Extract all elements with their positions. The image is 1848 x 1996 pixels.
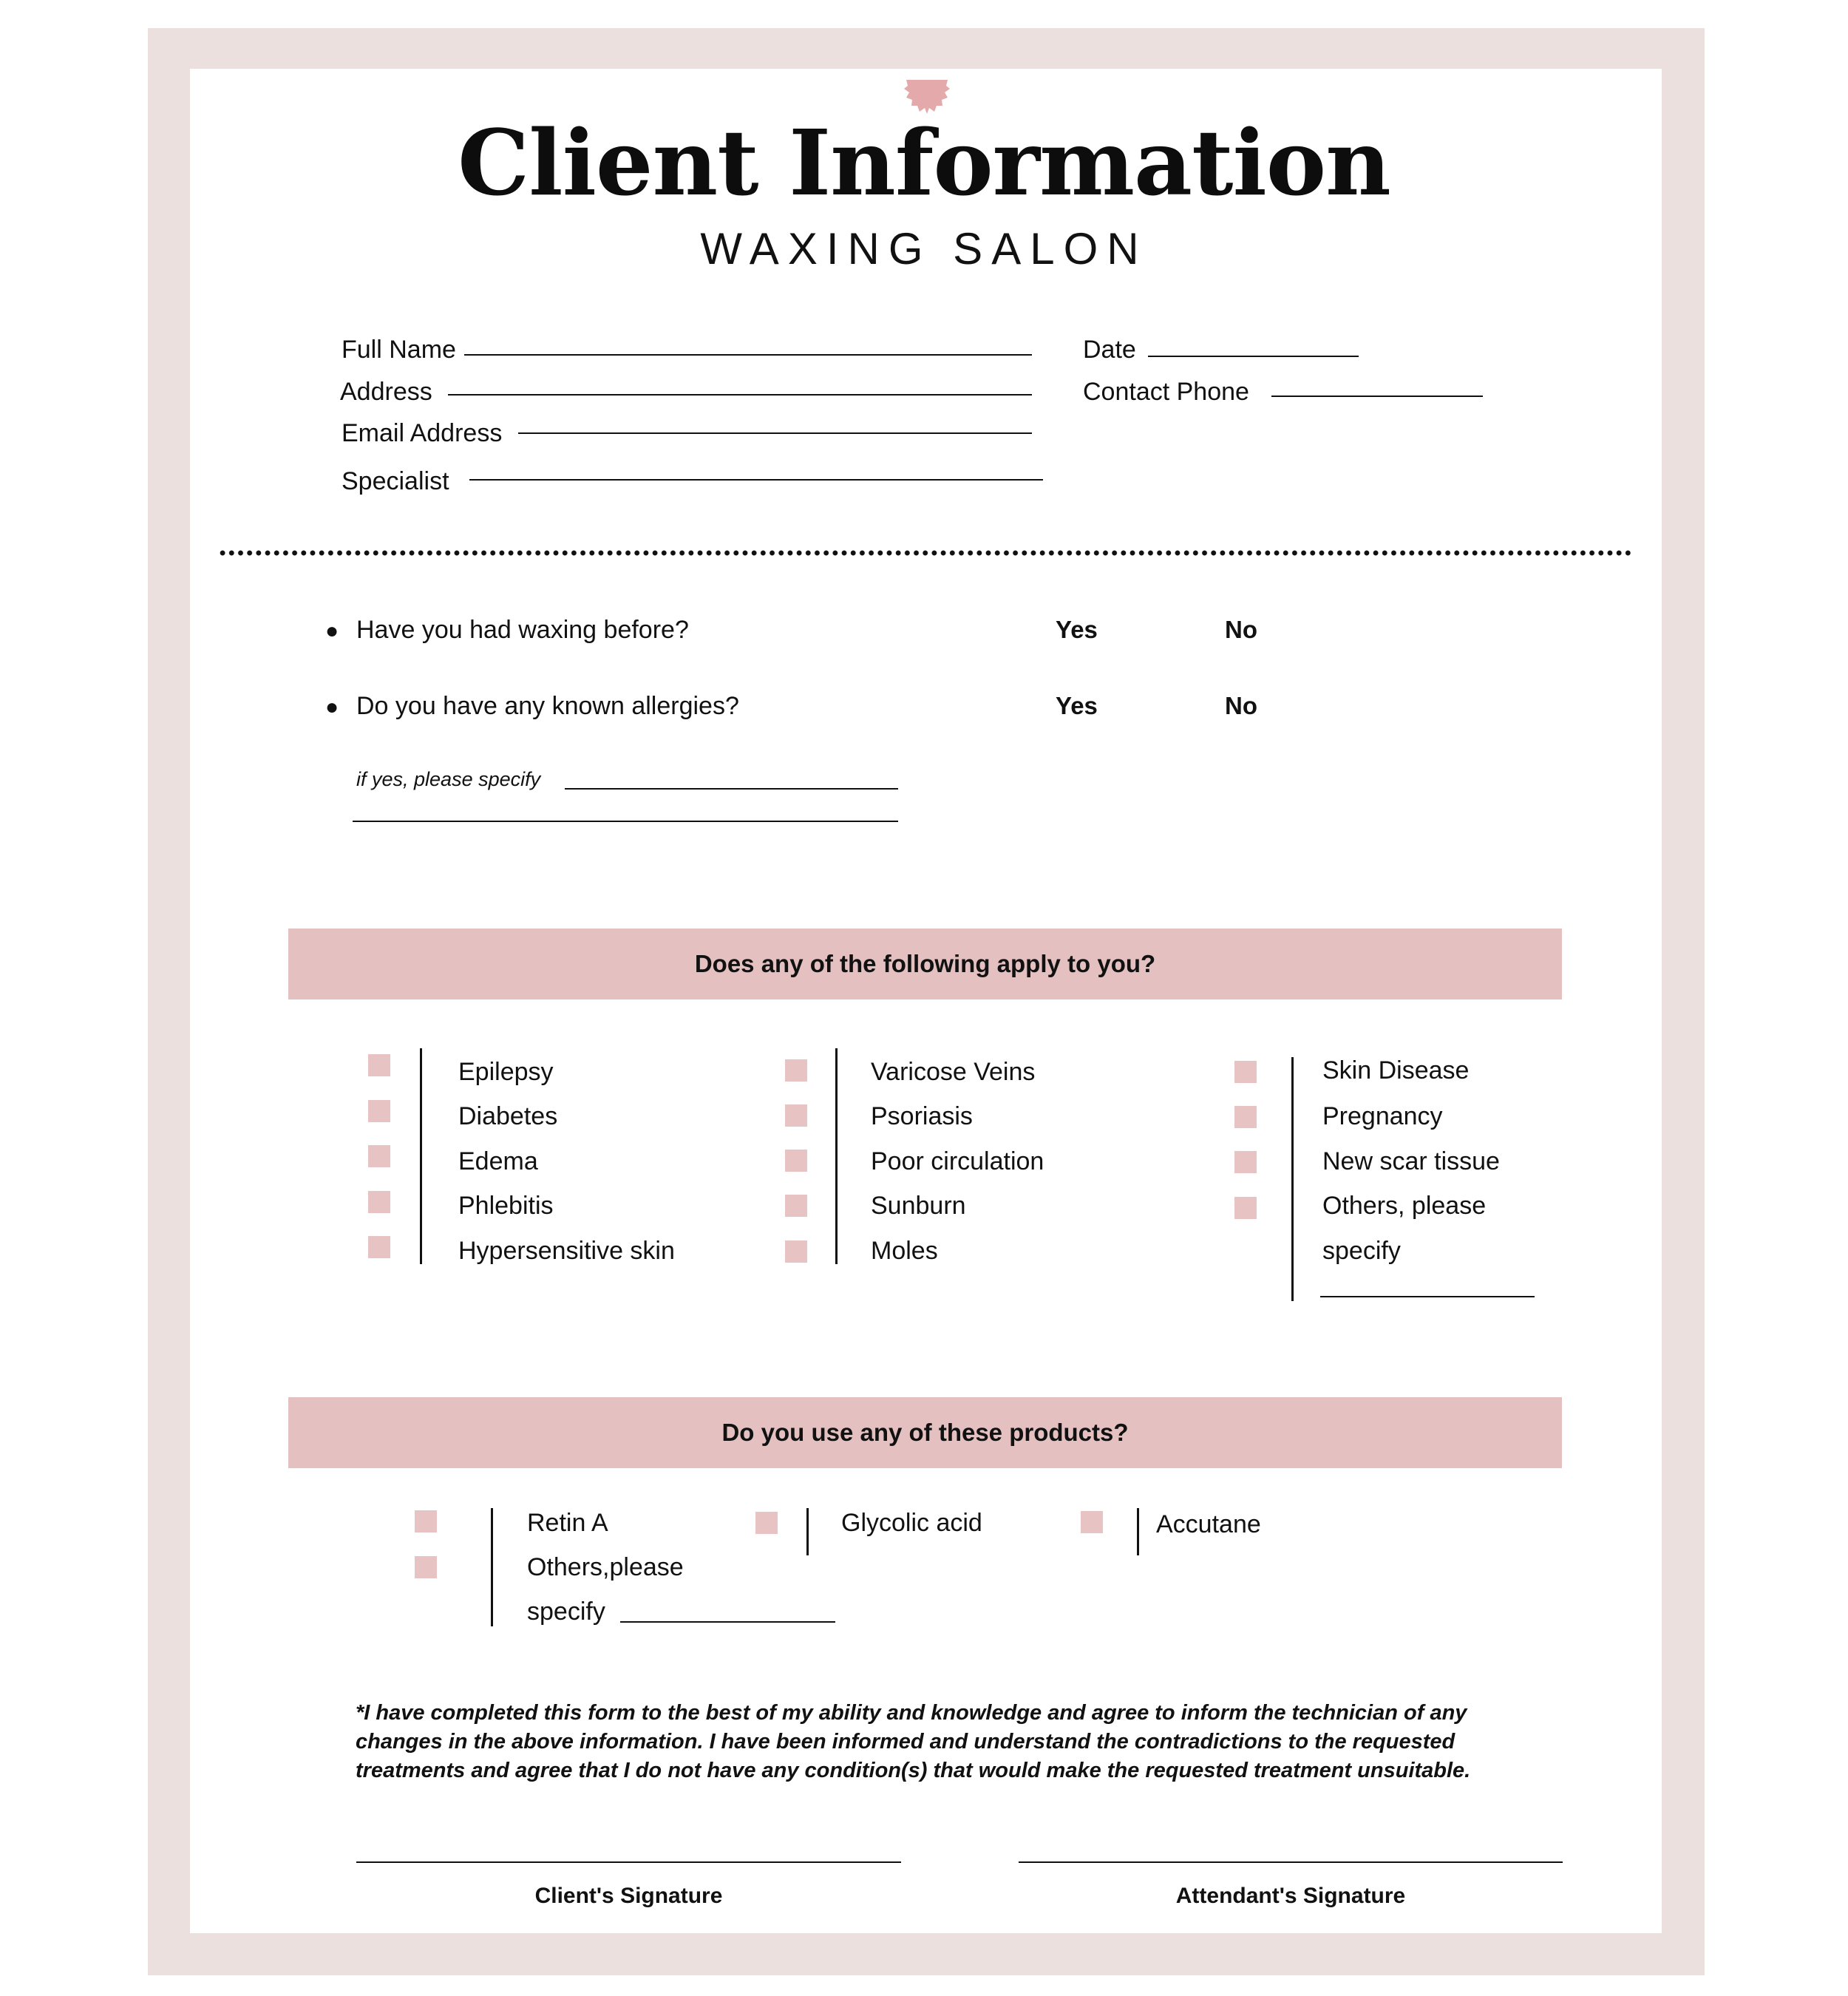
product-label: Accutane: [1156, 1510, 1261, 1538]
column-divider: [491, 1508, 493, 1626]
checkbox-psoriasis[interactable]: [785, 1104, 807, 1127]
others-specify-line[interactable]: [1320, 1296, 1535, 1297]
checkbox-epilepsy[interactable]: [368, 1054, 390, 1076]
checkbox-accutane[interactable]: [1081, 1511, 1103, 1533]
condition-label: Pregnancy: [1322, 1102, 1443, 1130]
condition-label: Skin Disease: [1322, 1056, 1470, 1084]
date-input-line[interactable]: [1148, 356, 1359, 357]
checkbox-diabetes[interactable]: [368, 1100, 390, 1122]
product-label: Others,please: [527, 1553, 684, 1581]
allergies-no-option[interactable]: No: [1225, 692, 1257, 719]
product-label: Retin A: [527, 1509, 608, 1537]
product-label: Glycolic acid: [841, 1509, 982, 1537]
checkbox-phlebitis[interactable]: [368, 1191, 390, 1213]
contact-phone-input-line[interactable]: [1271, 396, 1483, 397]
checkbox-pregnancy[interactable]: [1234, 1106, 1257, 1128]
checkbox-hypersensitive-skin[interactable]: [368, 1236, 390, 1258]
product-label: specify: [527, 1598, 605, 1626]
product-specify-line[interactable]: [620, 1621, 835, 1623]
specialist-input-line[interactable]: [469, 479, 1043, 481]
checkbox-sunburn[interactable]: [785, 1195, 807, 1217]
checkbox-retin-a[interactable]: [415, 1510, 437, 1532]
checkbox-edema[interactable]: [368, 1145, 390, 1167]
disclaimer-text: *I have completed this form to the best of my ability and knowledge and agree to inform the technician of any changes in the above information. I have been informed and understand the contradictions to the requested treatments and agree that I do not have any condition(s) that would make the requested treatment unsuitable.: [356, 1701, 1471, 1782]
condition-label: Moles: [871, 1237, 938, 1265]
checkbox-moles[interactable]: [785, 1240, 807, 1263]
question-bullet: ●: [325, 619, 339, 643]
email-input-line[interactable]: [518, 432, 1032, 434]
condition-label: Psoriasis: [871, 1102, 973, 1130]
checkbox-poor-circulation[interactable]: [785, 1150, 807, 1172]
email-label: Email Address: [342, 419, 503, 447]
page-subtitle: WAXING SALON: [700, 224, 1148, 274]
client-signature-line[interactable]: [356, 1861, 901, 1863]
attendant-signature-label: Attendant's Signature: [1175, 1884, 1406, 1908]
checkbox-glycolic-acid[interactable]: [755, 1512, 778, 1534]
address-label: Address: [340, 378, 432, 406]
products-heading: Do you use any of these products?: [288, 1397, 1562, 1468]
address-input-line[interactable]: [448, 394, 1032, 396]
page-title: Client Information: [458, 109, 1390, 216]
condition-label: Others, please: [1322, 1192, 1487, 1220]
condition-label: Varicose Veins: [871, 1058, 1036, 1086]
allergy-specify-line-2[interactable]: [353, 821, 898, 822]
checkbox-skin-disease[interactable]: [1234, 1061, 1257, 1083]
question-allergies: Do you have any known allergies?: [356, 692, 739, 720]
condition-label: Edema: [458, 1147, 538, 1175]
condition-label: Phlebitis: [458, 1192, 554, 1220]
column-divider: [835, 1048, 838, 1264]
waxing-no-option[interactable]: No: [1225, 616, 1257, 643]
checkbox-varicose-veins[interactable]: [785, 1059, 807, 1082]
condition-label: Poor circulation: [871, 1147, 1044, 1175]
waxing-yes-option[interactable]: Yes: [1056, 616, 1098, 643]
column-divider: [420, 1048, 422, 1264]
condition-label: Hypersensitive skin: [458, 1237, 675, 1265]
allergy-specify-line-1[interactable]: [565, 788, 898, 790]
checkbox-new-scar-tissue[interactable]: [1234, 1151, 1257, 1173]
condition-label: Diabetes: [458, 1102, 558, 1130]
condition-label: Sunburn: [871, 1192, 966, 1220]
condition-label: Epilepsy: [458, 1058, 554, 1086]
date-label: Date: [1083, 336, 1136, 364]
column-divider: [806, 1508, 809, 1555]
contact-phone-label: Contact Phone: [1083, 378, 1249, 406]
full-name-input-line[interactable]: [464, 354, 1032, 356]
column-divider: [1291, 1057, 1294, 1301]
specialist-label: Specialist: [342, 467, 449, 495]
checkbox-other-products[interactable]: [415, 1556, 437, 1578]
condition-label: New scar tissue: [1322, 1147, 1500, 1175]
question-waxing-before: Have you had waxing before?: [356, 616, 689, 644]
attendant-signature-line[interactable]: [1019, 1861, 1563, 1863]
allergy-specify-label: if yes, please specify: [356, 768, 541, 790]
client-signature-label: Client's Signature: [534, 1884, 723, 1908]
seal-icon: [903, 78, 951, 114]
allergies-yes-option[interactable]: Yes: [1056, 692, 1098, 719]
column-divider: [1137, 1508, 1139, 1555]
dotted-divider: [218, 550, 1634, 556]
question-bullet: ●: [325, 695, 339, 719]
full-name-label: Full Name: [342, 336, 456, 364]
conditions-heading: Does any of the following apply to you?: [288, 929, 1562, 999]
condition-label: specify: [1322, 1237, 1401, 1265]
checkbox-others[interactable]: [1234, 1197, 1257, 1219]
